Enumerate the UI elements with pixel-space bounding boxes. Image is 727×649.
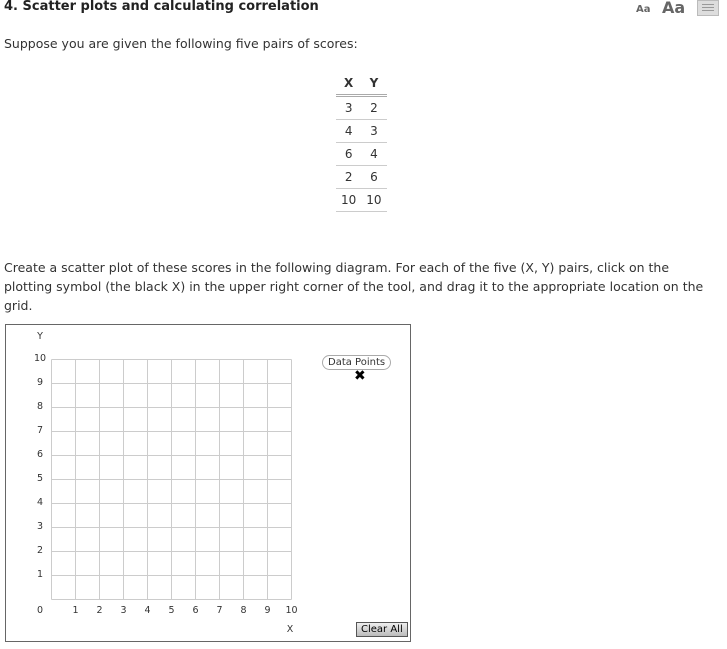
y-tick-label: 3 (36, 520, 44, 532)
cell-y: 2 (361, 96, 386, 120)
x-tick-label: 8 (240, 605, 247, 616)
cell-x: 6 (336, 143, 361, 166)
instructions-text: Create a scatter plot of these scores in the following diagram. For each of the five (X, Y) pairs, click on the plotting symbol (the black X) in the upper right corner of the tool, and drag it to the appropriate location on the grid. (4, 260, 704, 313)
y-tick-label: 10 (33, 352, 47, 364)
x-tick-label: 4 (144, 605, 151, 616)
clear-all-button[interactable]: Clear All (356, 622, 408, 637)
cell-y: 10 (361, 189, 386, 212)
cell-y: 4 (361, 143, 386, 166)
font-size-small-button[interactable]: Aa (636, 4, 651, 15)
x-tick-label: 1 (72, 605, 79, 616)
legend-data-points: Data Points (322, 355, 391, 370)
cell-x: 4 (336, 120, 361, 143)
x-tick-label: 6 (192, 605, 199, 616)
x-axis-label: X (286, 624, 294, 635)
cell-x: 2 (336, 166, 361, 189)
column-header-y: Y (361, 72, 386, 96)
cell-x: 3 (336, 96, 361, 120)
y-tick-label: 6 (36, 448, 44, 460)
y-tick-label: 5 (36, 472, 44, 484)
y-tick-label: 4 (36, 496, 44, 508)
cell-y: 6 (361, 166, 386, 189)
x-tick-label: 2 (96, 605, 103, 616)
y-tick-label: 2 (36, 544, 44, 556)
column-header-x: X (336, 72, 361, 96)
font-size-large-button[interactable]: Aa (662, 0, 686, 17)
plot-symbol-x-icon[interactable]: ✖ (354, 368, 366, 384)
y-tick-label: 1 (36, 568, 44, 580)
cell-x: 10 (336, 189, 361, 212)
intro-text: Suppose you are given the following five pairs of scores: (4, 36, 358, 51)
x-tick-label: 7 (216, 605, 223, 616)
y-axis-label: Y (37, 331, 43, 342)
question-title: 4. Scatter plots and calculating correlation (4, 0, 319, 14)
x-tick-label: 5 (168, 605, 175, 616)
x-tick-label: 9 (264, 605, 271, 616)
x-tick-label: 3 (120, 605, 127, 616)
y-tick-label: 7 (36, 424, 44, 436)
x-tick-label: 10 (285, 605, 298, 616)
x-tick-label: 0 (36, 605, 44, 616)
y-tick-label: 8 (36, 400, 44, 412)
y-tick-label: 9 (36, 376, 44, 388)
cell-y: 3 (361, 120, 386, 143)
